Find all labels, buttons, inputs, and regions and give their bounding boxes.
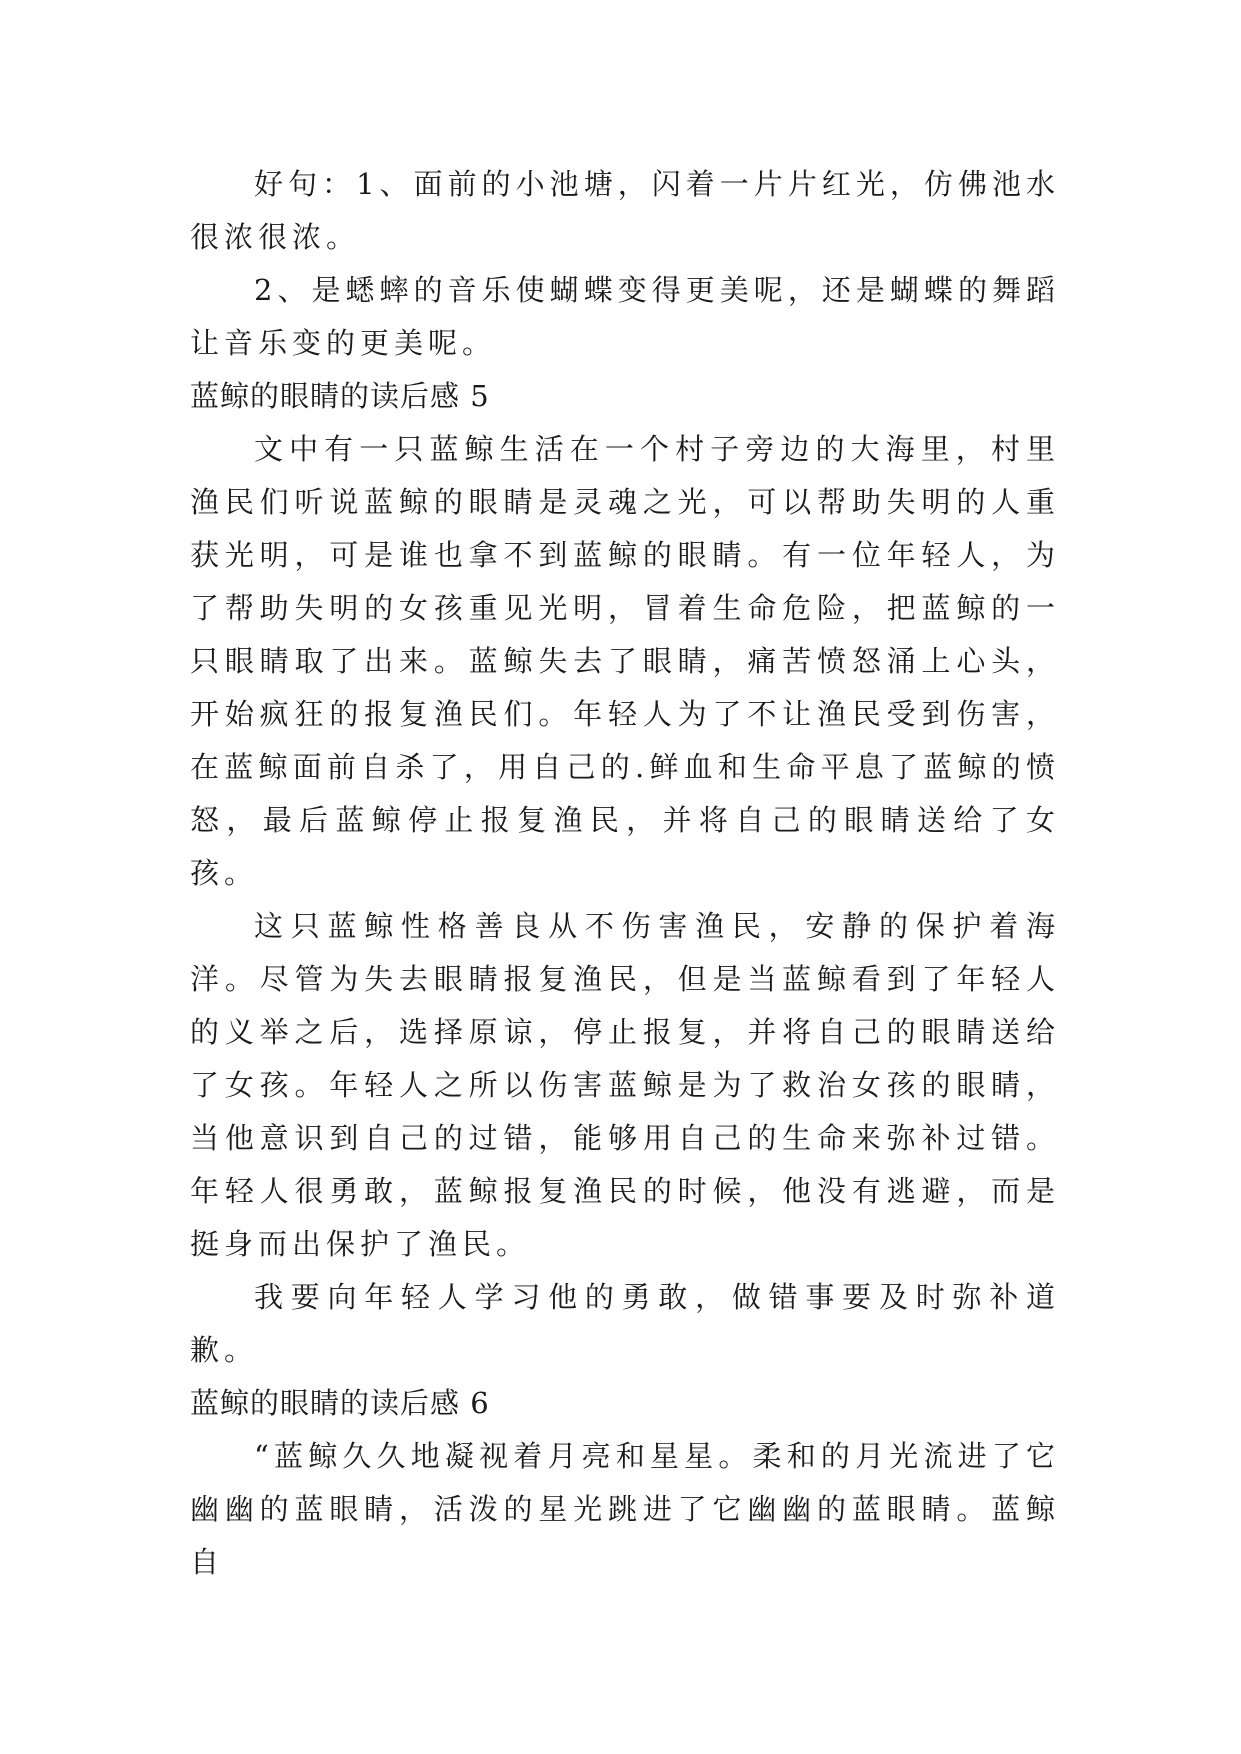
- paragraph-conclusion: 我要向年轻人学习他的勇敢，做错事要及时弥补道歉。: [190, 1280, 1060, 1367]
- paragraph-reflection: 这只蓝鲸性格善良从不伤害渔民，安静的保护着海洋。尽管为失去眼睛报复渔民，但是当蓝鲸看到了年轻人的义举之后，选择原谅，停止报复，并将自己的眼睛送给了女孩。年轻人之所以伤害蓝鲸是为了救治女孩的眼睛，当他意识到自己的过错，能够用自己的生命来弥补过错。年轻人很勇敢，蓝鲸报复渔民的时候，他没有逃避，而是挺身而出保护了渔民。: [190, 909, 1060, 1261]
- paragraph-story-summary: 文中有一只蓝鲸生活在一个村子旁边的大海里，村里渔民们听说蓝鲸的眼睛是灵魂之光，可以帮助失明的人重获光明，可是谁也拿不到蓝鲸的眼睛。有一位年轻人，为了帮助失明的女孩重见光明，冒着生命危险，把蓝鲸的一只眼睛取了出来。蓝鲸失去了眼睛，痛苦愤怒涌上心头，开始疯狂的报复渔民们。年轻人为了不让渔民受到伤害，在蓝鲸面前自杀了，用自己的.鲜血和生命平息了蓝鲸的愤怒，最后蓝鲸停止报复渔民，并将自己的眼睛送给了女孩。: [190, 432, 1060, 890]
- section-heading-5: 蓝鲸的眼睛的读后感 5: [190, 379, 490, 413]
- paragraph-quote-opening: “蓝鲸久久地凝视着月亮和星星。柔和的月光流进了它幽幽的蓝眼睛，活泼的星光跳进了它幽幽的蓝眼睛。蓝鲸自: [190, 1439, 1060, 1579]
- document-page: [190, 158, 1060, 1589]
- paragraph-good-sentence-1: 好句：1、面前的小池塘，闪着一片片红光，仿佛池水很浓很浓。: [190, 167, 1060, 254]
- paragraph-good-sentence-2: 2、是蟋蟀的音乐使蝴蝶变得更美呢，还是蝴蝶的舞蹈让音乐变的更美呢。: [190, 273, 1060, 360]
- section-heading-6: 蓝鲸的眼睛的读后感 6: [190, 1386, 490, 1420]
